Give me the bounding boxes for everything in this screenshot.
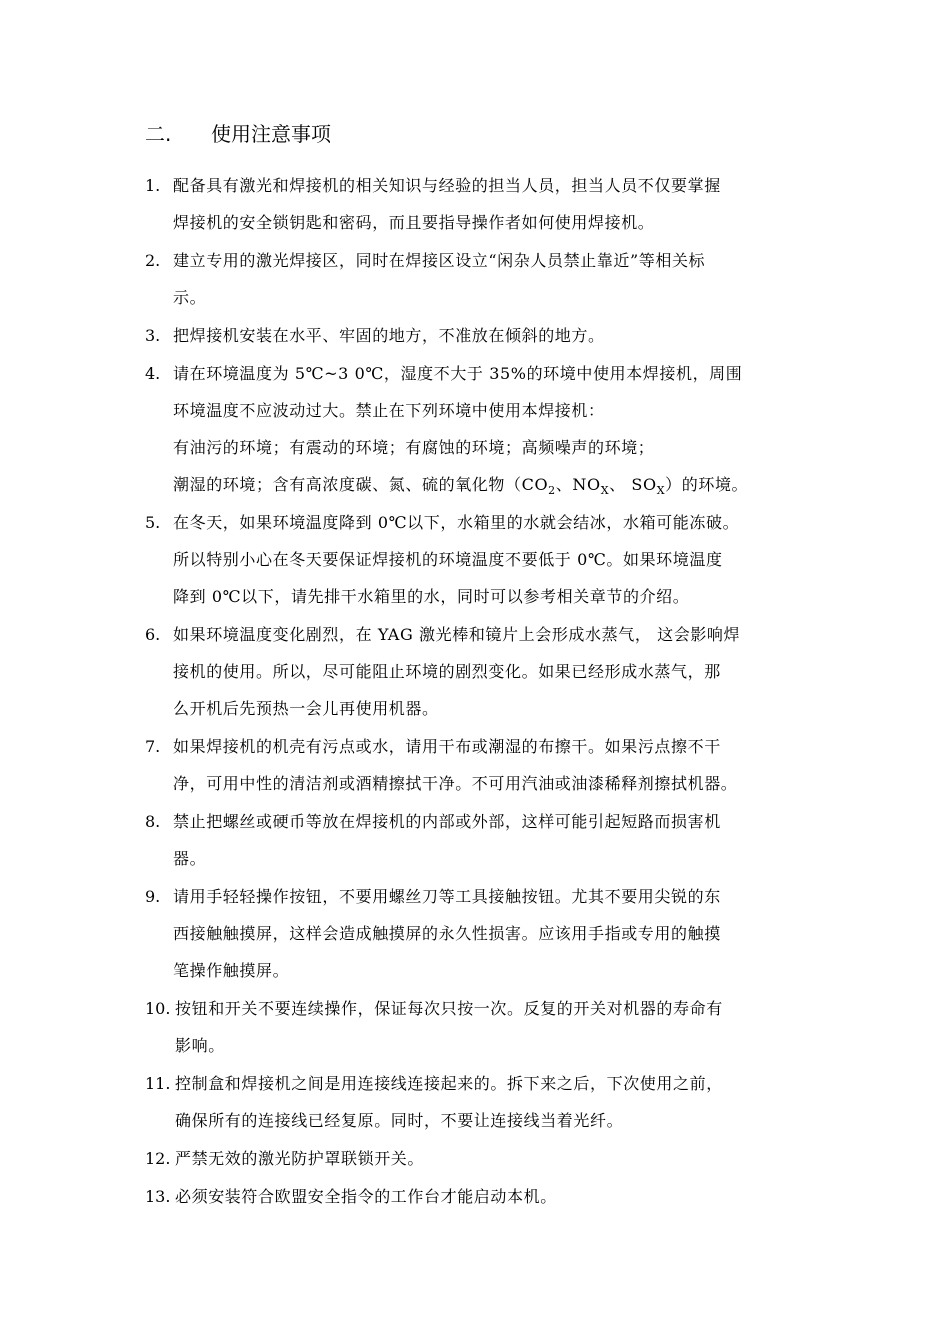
item-text-line: 严禁无效的激光防护罩联锁开关。 [175, 1149, 425, 1168]
item-text-line: 建立专用的激光焊接区，同时在焊接区设立“闲杂人员禁止靠近”等相关标 [173, 251, 706, 270]
item-number: 4. [145, 364, 161, 383]
chem-mid: 、NO [555, 475, 601, 494]
item-number: 5. [145, 513, 161, 532]
item-number: 10. [145, 999, 171, 1018]
item-text-line: 笔操作触摸屏。 [173, 961, 290, 980]
item-number: 12. [145, 1149, 171, 1168]
section-number: 二. [145, 122, 172, 146]
item-number: 6. [145, 625, 161, 644]
co2-subscript: 2 [548, 484, 556, 497]
item-text-line: 按钮和开关不要连续操作，保证每次只按一次。反复的开关对机器的寿命有 [175, 999, 723, 1018]
precautions-list [145, 167, 815, 1216]
item-text-line: 焊接机的安全锁钥匙和密码，而且要指导操作者如何使用焊接机。 [173, 213, 655, 232]
item-number: 13. [145, 1187, 171, 1206]
item-text-line: 影响。 [175, 1036, 225, 1055]
chem-mid: 、 SO [609, 475, 657, 494]
chem-suffix: ）的环境。 [665, 475, 749, 494]
item-number: 2. [145, 251, 161, 270]
list-item [145, 1065, 815, 1139]
item-text-line: 净，可用中性的清洁剂或酒精擦拭干净。不可用汽油或油漆稀释剂擦拭机器。 [173, 774, 738, 793]
item-text-line: 示。 [173, 288, 207, 307]
item-text-line: 器。 [173, 849, 207, 868]
list-item [145, 803, 815, 877]
item-text-line: 必须安装符合欧盟安全指令的工作台才能启动本机。 [175, 1187, 557, 1206]
item-text-line: 有油污的环境；有震动的环境；有腐蚀的环境；高频噪声的环境； [173, 438, 655, 457]
item-text-line: 如果环境温度变化剧烈，在 YAG 激光棒和镜片上会形成水蒸气， 这会影响焊 [173, 625, 741, 644]
item-number: 1. [145, 176, 161, 195]
item-number: 11. [145, 1074, 171, 1093]
item-number: 8. [145, 812, 161, 831]
list-item [145, 1140, 815, 1177]
item-text-line: 配备具有激光和焊接机的相关知识与经验的担当人员，担当人员不仅要掌握 [173, 176, 721, 195]
item-text-line: 控制盒和焊接机之间是用连接线连接起来的。拆下来之后，下次使用之前， [175, 1074, 723, 1093]
item-text-line: 么开机后先预热一会儿再使用机器。 [173, 699, 439, 718]
section-title: 使用注意事项 [211, 122, 331, 146]
list-item [145, 616, 815, 727]
nox-subscript: X [600, 484, 610, 497]
section-heading [145, 120, 331, 148]
item-text-line: 请用手轻轻操作按钮，不要用螺丝刀等工具接触按钮。尤其不要用尖锐的东 [173, 887, 721, 906]
item-text-line: 禁止把螺丝或硬币等放在焊接机的内部或外部，这样可能引起短路而损害机 [173, 812, 721, 831]
list-item [145, 167, 815, 241]
item-text-line: 请在环境温度为 5℃~3 0℃，湿度不大于 35%的环境中使用本焊接机，周围 [173, 364, 743, 383]
item-number: 9. [145, 887, 161, 906]
sox-subscript: X [656, 484, 666, 497]
item-text-line: 环境温度不应波动过大。禁止在下列环境中使用本焊接机： [173, 401, 605, 420]
item-text-line: 确保所有的连接线已经复原。同时，不要让连接线当着光纤。 [175, 1111, 624, 1130]
list-item [145, 317, 815, 354]
list-item [145, 355, 815, 503]
item-text-line: 接机的使用。所以，尽可能阻止环境的剧烈变化。如果已经形成水蒸气，那 [173, 662, 721, 681]
item-number: 3. [145, 326, 161, 345]
list-item [145, 242, 815, 316]
list-item [145, 504, 815, 615]
item-number: 7. [145, 737, 161, 756]
item-text-line: 在冬天，如果环境温度降到 0℃以下，水箱里的水就会结冰，水箱可能冻破。 [173, 513, 740, 532]
item-text-line: 西接触触摸屏，这样会造成触摸屏的永久性损害。应该用手指或专用的触摸 [173, 924, 721, 943]
chemical-formula-line [173, 466, 815, 503]
list-item [145, 990, 815, 1064]
item-text-line: 降到 0℃以下，请先排干水箱里的水，同时可以参考相关章节的介绍。 [173, 587, 690, 606]
item-text-line: 如果焊接机的机壳有污点或水，请用干布或潮湿的布擦干。如果污点擦不干 [173, 737, 721, 756]
list-item [145, 878, 815, 989]
list-item [145, 728, 815, 802]
chem-prefix: 潮湿的环境；含有高浓度碳、氮、硫的氧化物（CO [173, 475, 549, 494]
item-text-line: 所以特别小心在冬天要保证焊接机的环境温度不要低于 0℃。如果环境温度 [173, 550, 723, 569]
item-text-line: 把焊接机安装在水平、牢固的地方，不准放在倾斜的地方。 [173, 326, 605, 345]
list-item [145, 1178, 815, 1215]
